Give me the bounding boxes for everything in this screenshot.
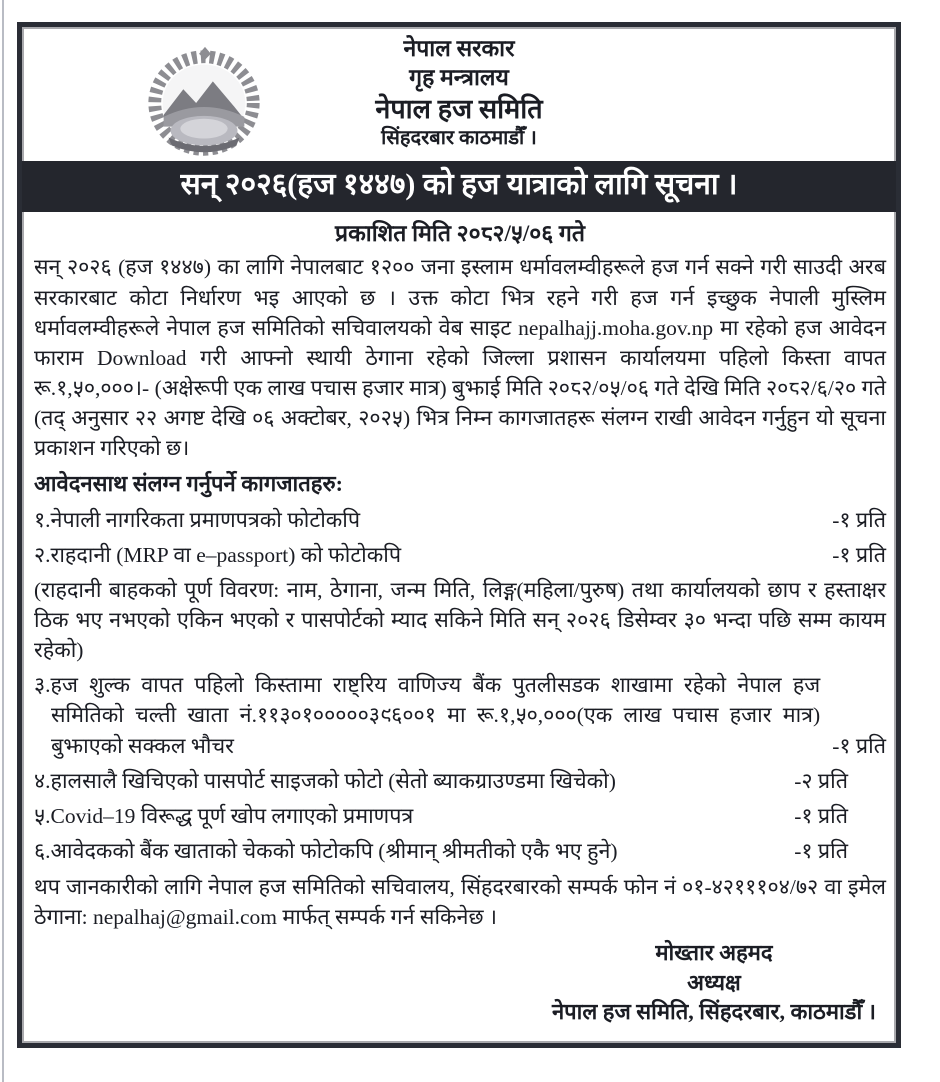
- document-item-5: [34, 801, 886, 831]
- letterhead: [22, 27, 896, 151]
- document-item-2: [34, 540, 886, 570]
- documents-heading: आवेदनसाथ संलग्न गर्नुपर्ने कागजातहरु:: [34, 471, 343, 497]
- notice-frame: [17, 22, 901, 1048]
- org-committee-line: नेपाल हज समिति: [375, 93, 543, 124]
- notice-body: [22, 212, 896, 1027]
- passport-detail-note: (राहदानी बाहकको पूर्ण विवरण: नाम, ठेगाना, जन्म मिति, लिङ्ग(महिला/पुरुष) तथा कार्यालयको छाप र हस्ताक्षर ठिक भए नभएको एकिन भएको र पासपोर्टको म्याद सकिने मिति सन् २०२६ डिसेम्वर ३० भन्दा पछि सम्म कायम रहेको): [34, 578, 886, 663]
- document-item-text: २.राहदानी (MRP वा e–passport) को फोटोकपि: [34, 542, 402, 567]
- signatory-org: नेपाल हज समिति, सिंहदरबार, काठमाडौँ ।: [551, 999, 876, 1025]
- org-ministry-line: गृह मन्त्रालय: [409, 64, 509, 90]
- document-item-text: ४.हालसालै खिचिएको पासपोर्ट साइजको फोटो (सेतो ब्याकग्राउण्डमा खिचेको): [34, 768, 616, 793]
- document-item-count: -१ प्रति: [794, 838, 848, 863]
- intro-paragraph: सन् २०२६ (हज १४४७) का लागि नेपालबाट १२०० जना इस्लाम धर्मावलम्वीहरूले हज गर्न सक्ने गरी साउदी अरब सरकारबाट कोटा निर्धारण भइ आएको छ । उक्त कोटा भित्र रहने गरी हज गर्न इच्छुक नेपाली मुस्लिम धर्मावलम्वीहरूले नेपाल हज समितिको सचिवालयको वेब साइट nepalhajj.moha.gov.np मा रहेको हज आवेदन फाराम Download गरी आफ्नो स्थायी ठेगाना रहेको जिल्ला प्रशासन कार्यालयमा पहिलो किस्ता वापत रू.१,५०,०००।- (अक्षेरूपी एक लाख पचास हजार मात्र) बुझाई मिति २०८२/०५/०६ गते देखि मिति २०८२/६/२० गते (तद् अनुसार २२ अगष्ट देखि ०६ अक्टोबर, २०२५) भित्र निम्न कागजातहरू संलग्न राखी आवेदन गर्नुहुन यो सूचना प्रकाशन गरिएको छ।: [34, 255, 886, 460]
- signature-block: [552, 938, 876, 1027]
- notice-title-banner: सन् २०२६(हज १४४७) को हज यात्राको लागि सूचना ।: [22, 161, 896, 212]
- document-item-count: -१ प्रति: [794, 803, 848, 828]
- document-item-text: ६.आवेदकको बैंक खाताको चेकको फोटोकपि (श्रीमान् श्रीमतीको एकै भए हुने): [34, 838, 618, 863]
- contact-info-note: थप जानकारीको लागि नेपाल हज समितिको सचिवालय, सिंहदरबारको सम्पर्क फोन नं ०१-४२१११०४/७२ वा इमेल ठेगाना: nepalhaj@gmail.com मार्फत् सम्पर्क गर्न सकिनेछ ।: [34, 874, 886, 930]
- scan-edge-line: [2, 0, 4, 1082]
- document-item-6: [34, 836, 886, 866]
- document-item-count: -१ प्रति: [832, 733, 886, 758]
- published-date: प्रकाशित मिति २०८२/५/०६ गते: [334, 221, 585, 247]
- document-item-1: [34, 505, 886, 535]
- nepal-government-emblem-icon: [140, 45, 268, 165]
- signatory-title: अध्यक्ष: [687, 969, 741, 995]
- document-item-count: -२ प्रति: [794, 768, 848, 793]
- document-item-text: ५.Covid–19 विरूद्ध पूर्ण खोप लगाएको प्रमाणपत्र: [34, 803, 414, 828]
- document-item-count: -१ प्रति: [832, 507, 886, 532]
- signatory-name: मोख्तार अहमद: [655, 940, 773, 966]
- org-country-line: नेपाल सरकार: [403, 36, 515, 61]
- document-item-4: [34, 766, 886, 796]
- org-address-line: सिंहदरबार काठमाडौँ ।: [381, 127, 537, 150]
- document-item-text: १.नेपाली नागरिकता प्रमाणपत्रको फोटोकपि: [34, 507, 361, 532]
- document-item-3: [34, 670, 886, 760]
- document-item-count: -१ प्रति: [832, 542, 886, 567]
- document-item-text: ३.हज शुल्क वापत पहिलो किस्तामा राष्ट्रिय वाणिज्य बैंक पुतलीसडक शाखामा रहेको नेपाल हज समितिको चल्ती खाता नं.११३०१०००००३९६००१ मा रू.१,५०,०००(एक लाख पचास हजार मात्र) बुझाएको सक्कल भौचर: [34, 673, 821, 758]
